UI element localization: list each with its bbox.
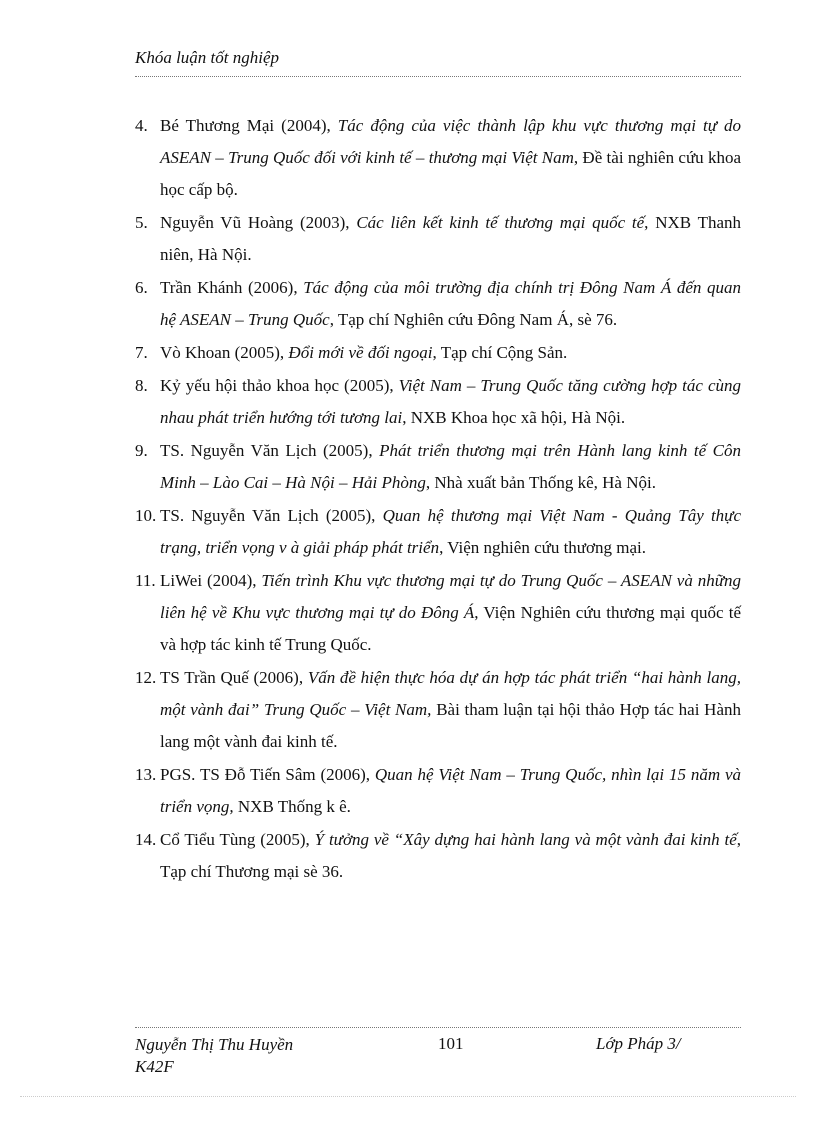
reference-item <box>135 207 741 271</box>
reference-author: Trần Khánh (2006), <box>160 278 304 297</box>
reference-source: , Nhà xuất bản Thống kê, Hà Nội. <box>425 473 656 492</box>
reference-number: 13. <box>135 765 157 784</box>
reference-title: Phát triển thương mại trên Hành lang kinh tế Côn Minh – Lào Cai – Hà Nội – Hải Phòng <box>160 441 742 492</box>
footer-author: Nguyễn Thị Thu Huyền <box>135 1035 294 1054</box>
reference-source: , Tạp chí Thương mại sè 36. <box>160 830 741 881</box>
reference-source: , NXB Khoa học xã hội, Hà Nội. <box>402 408 626 427</box>
page-number: 101 <box>438 1034 464 1053</box>
page-bottom-divider <box>20 1096 796 1097</box>
reference-number: 6. <box>135 278 148 297</box>
reference-author: PGS. TS Đỗ Tiến Sâm (2006), <box>160 765 375 784</box>
reference-source: , Tạp chí Cộng Sản. <box>432 343 568 362</box>
reference-author: Vò Khoan (2005), <box>160 343 289 362</box>
reference-title: Việt Nam – Trung Quốc tăng cường hợp tác cùng nhau phát triển hướng tới tương lai <box>160 376 741 427</box>
reference-author: Cổ Tiểu Tùng (2005), <box>160 830 315 849</box>
reference-title: Các liên kết kinh tế thương mại quốc tế <box>356 213 645 232</box>
reference-title: Vấn đề hiện thực hóa dự án hợp tác phát triển “hai hành lang, một vành đai” Trung Quốc – Việt Nam, <box>160 668 742 719</box>
reference-item <box>135 110 741 206</box>
reference-item <box>135 759 741 823</box>
reference-number: 14. <box>135 830 157 849</box>
reference-title: Tác động của môi trường địa chính trị Đông Nam Á đến quan hệ ASEAN – Trung Quốc <box>160 278 742 329</box>
reference-author: TS. Nguyễn Văn Lịch (2005), <box>160 441 380 460</box>
reference-source: NXB Thống k ê. <box>233 797 351 816</box>
reference-title: Quan hệ thương mại Việt Nam - Quảng Tây thực trạng, triển vọng v à giải pháp phát triển <box>160 506 741 557</box>
reference-item <box>135 370 741 434</box>
reference-source: , Viện Nghiên cứu thương mại quốc tế và hợp tác kinh tế Trung Quốc. <box>160 603 741 654</box>
footer-class: Lớp Pháp 3/ <box>596 1034 681 1053</box>
reference-item <box>135 337 741 369</box>
reference-item <box>135 824 741 888</box>
reference-title: Ý tưởng về “Xây dựng hai hành lang và một vành đai kinh tế <box>314 830 737 849</box>
reference-title: Quan hệ Việt Nam – Trung Quốc, nhìn lại 15 năm và triển vọng, <box>160 765 741 816</box>
reference-item <box>135 565 741 661</box>
header-divider <box>135 76 741 77</box>
reference-list <box>135 110 741 889</box>
footer-author-block <box>135 1034 293 1078</box>
reference-source: , Viện nghiên cứu thương mại. <box>439 538 646 557</box>
reference-item <box>135 272 741 336</box>
footer-divider <box>135 1027 741 1028</box>
reference-author: TS. Nguyễn Văn Lịch (2005), <box>160 506 383 525</box>
reference-author: TS Trần Quế (2006), <box>160 668 308 687</box>
reference-item <box>135 435 741 499</box>
reference-source: , Đề tài nghiên cứu khoa học cấp bộ. <box>160 148 741 199</box>
reference-number: 12. <box>135 668 157 687</box>
page-header-title: Khóa luận tốt nghiệp <box>135 48 280 67</box>
reference-item <box>135 662 741 758</box>
reference-item <box>135 500 741 564</box>
reference-author: Bé Thương Mại (2004), <box>160 116 338 135</box>
reference-author: Kỷ yếu hội thảo khoa học (2005), <box>160 376 399 395</box>
reference-author: LiWei (2004), <box>160 571 262 590</box>
reference-title: Đổi mới về đối ngoại <box>288 343 433 362</box>
reference-source: Bài tham luận tại hội thảo Hợp tác hai Hành lang một vành đai kinh tế. <box>160 700 741 751</box>
reference-number: 10. <box>135 506 157 525</box>
reference-number: 11. <box>135 571 156 590</box>
reference-author: Nguyễn Vũ Hoàng (2003), <box>160 213 357 232</box>
reference-number: 4. <box>135 116 148 135</box>
reference-source: , NXB Thanh niên, Hà Nội. <box>160 213 741 264</box>
reference-title: Tiến trình Khu vực thương mại tự do Trung Quốc – ASEAN và những liên hệ về Khu vực thương mại tự do Đông Á <box>160 571 741 622</box>
reference-source: , Tạp chí Nghiên cứu Đông Nam Á, sè 76. <box>329 310 618 329</box>
reference-title: Tác động của việc thành lập khu vực thương mại tự do ASEAN – Trung Quốc đối với kinh tế – thương mại Việt Nam <box>160 116 742 167</box>
reference-number: 9. <box>135 441 148 460</box>
reference-number: 7. <box>135 343 148 362</box>
reference-number: 8. <box>135 376 148 395</box>
footer-class-suffix: K42F <box>135 1057 174 1076</box>
reference-number: 5. <box>135 213 148 232</box>
